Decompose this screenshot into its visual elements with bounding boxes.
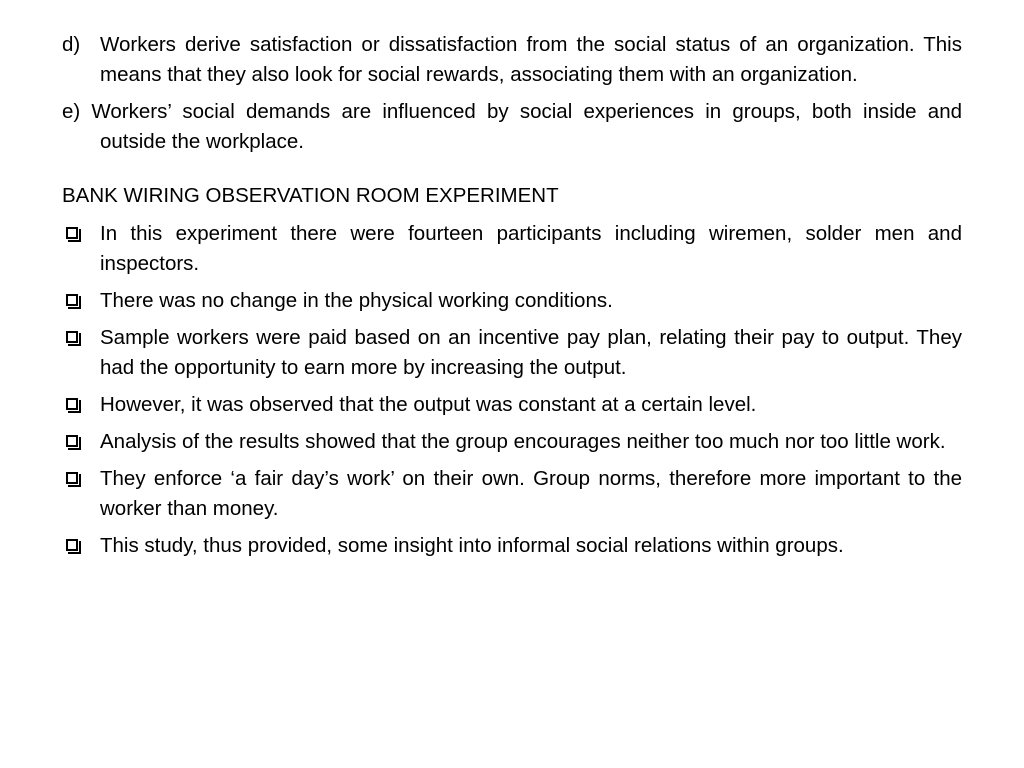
bullet-item bbox=[62, 286, 962, 316]
bullet-item bbox=[62, 531, 962, 561]
bullet-text: In this experiment there were fourteen participants including wiremen, solder men and inspectors. bbox=[100, 222, 962, 275]
point-e-text: e) Workers’ social demands are influenced by social experiences in groups, both inside and outside the workplace. bbox=[62, 100, 962, 153]
square-checkbox-icon bbox=[66, 435, 78, 447]
bullet-item bbox=[62, 390, 962, 420]
square-checkbox-icon bbox=[66, 398, 78, 410]
bullet-text: There was no change in the physical working conditions. bbox=[100, 289, 613, 312]
bullet-text: Analysis of the results showed that the group encourages neither too much nor too little work. bbox=[100, 430, 946, 453]
bullet-item bbox=[62, 323, 962, 383]
bullet-text: This study, thus provided, some insight into informal social relations within groups. bbox=[100, 534, 844, 557]
section-heading: BANK WIRING OBSERVATION ROOM EXPERIMENT bbox=[62, 184, 559, 207]
bullet-item bbox=[62, 427, 962, 457]
point-d-marker: d) bbox=[62, 33, 81, 56]
bullet-item bbox=[62, 219, 962, 279]
point-e bbox=[62, 97, 962, 157]
bullet-item bbox=[62, 464, 962, 524]
square-checkbox-icon bbox=[66, 472, 78, 484]
square-checkbox-icon bbox=[66, 227, 78, 239]
square-checkbox-icon bbox=[66, 331, 78, 343]
square-checkbox-icon bbox=[66, 539, 78, 551]
bullet-text: They enforce ‘a fair day’s work’ on their own. Group norms, therefore more important to the worker than money. bbox=[100, 467, 962, 520]
bullet-text: However, it was observed that the output was constant at a certain level. bbox=[100, 393, 757, 416]
square-checkbox-icon bbox=[66, 294, 78, 306]
point-d bbox=[62, 30, 962, 90]
point-d-text: Workers derive satisfaction or dissatisfaction from the social status of an organization. This means that they also look for social rewards, associating them with an organization. bbox=[100, 33, 962, 86]
bullet-text: Sample workers were paid based on an incentive pay plan, relating their pay to output. They had the opportunity to earn more by increasing the output. bbox=[100, 326, 962, 379]
